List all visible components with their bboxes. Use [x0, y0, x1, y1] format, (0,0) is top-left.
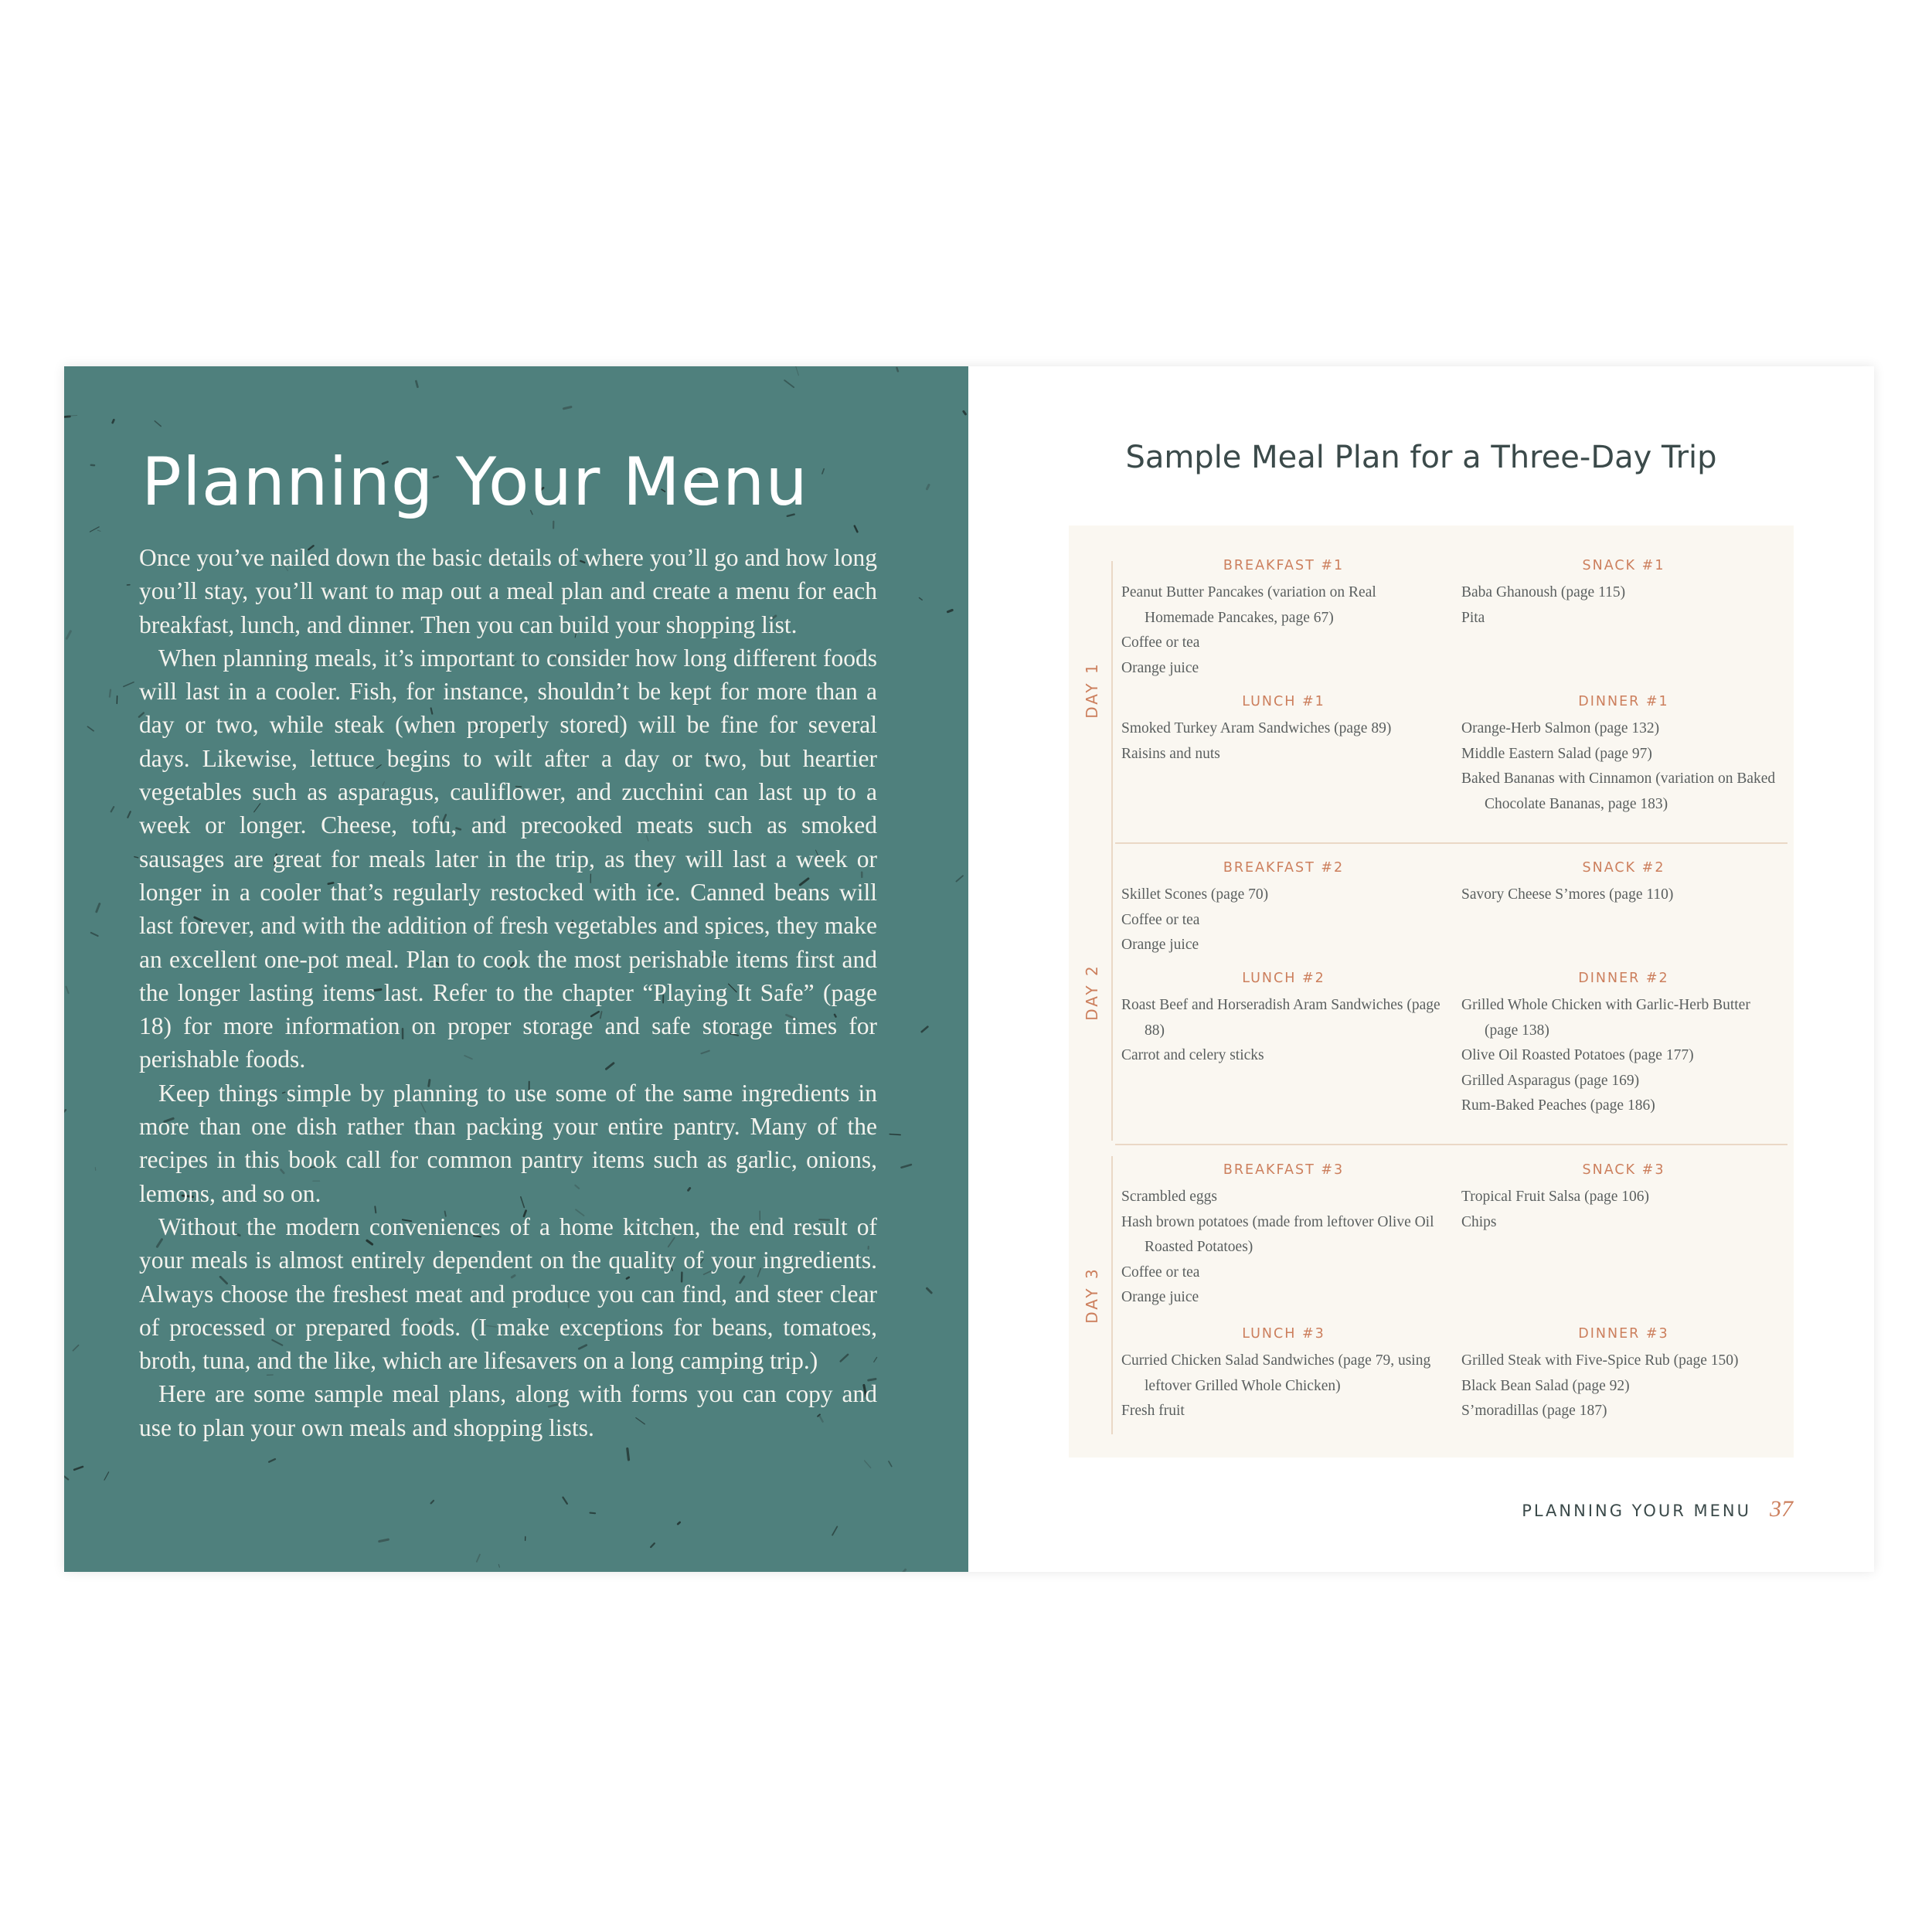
paper-speck — [64, 1476, 68, 1479]
meal-item: Raisins and nuts — [1121, 745, 1220, 762]
meal-item: Rum-Baked Peaches (page 186) — [1461, 1097, 1655, 1114]
paper-speck — [897, 368, 898, 371]
meal-item: Carrot and celery sticks — [1121, 1047, 1264, 1063]
meal-heading: LUNCH #3 — [1242, 1326, 1325, 1342]
paper-speck — [796, 366, 799, 375]
paper-speck — [590, 1513, 596, 1514]
meal-item: Peanut Butter Pancakes (variation on Real Homemade Pancakes, page 67) — [1121, 584, 1376, 626]
right-page — [968, 366, 1874, 1572]
book-spread — [64, 366, 1874, 1572]
paper-speck — [128, 811, 130, 818]
meal-items — [1121, 580, 1446, 681]
meal-item: Grilled Whole Chicken with Garlic-Herb Butter (page 138) — [1461, 997, 1750, 1039]
meal-item: Chips — [1461, 1213, 1497, 1230]
paper-speck — [69, 416, 77, 417]
meal-snack-2 — [1461, 859, 1786, 908]
meal-item: Roast Beef and Horseradish Aram Sandwiches (page 88) — [1121, 997, 1440, 1039]
paper-speck — [134, 857, 138, 858]
paper-speck — [678, 1522, 680, 1524]
day-separator — [1115, 1144, 1787, 1145]
paper-speck — [113, 420, 114, 423]
meal-heading: SNACK #3 — [1582, 1162, 1665, 1178]
paper-speck — [889, 1461, 892, 1467]
meal-item: Orange-Herb Salmon (page 132) — [1461, 720, 1660, 736]
meal-item: Grilled Steak with Five-Spice Rub (page 150) — [1461, 1352, 1739, 1369]
paper-speck — [110, 690, 111, 697]
meal-breakfast-1 — [1121, 556, 1446, 681]
paper-speck — [651, 1543, 655, 1547]
meal-item: Grilled Asparagus (page 169) — [1461, 1072, 1640, 1089]
meal-breakfast-2 — [1121, 859, 1446, 958]
meal-item: Hash brown potatoes (made from leftover Olive Oil Roasted Potatoes) — [1121, 1213, 1434, 1255]
meal-lunch-1 — [1121, 692, 1446, 767]
paper-speck — [477, 1555, 480, 1562]
paper-speck — [902, 1165, 911, 1168]
meal-heading: SNACK #1 — [1582, 558, 1665, 573]
paper-speck — [66, 631, 70, 638]
paragraph: When planning meals, it’s important to consider how long different foods will last in a cooler. Fish, for instance, shouldn’t be kept for more than a day or two, while steak (when properly stored) will be fine for several days. Likewise, lettuce begins to wilt after a day or two, but heartier vegetables such as asparagus, cauliflower, and zucchini can last up to a week or longer. Cheese, tofu, and precooked meats such as smoked sausages are great for meals later in the trip, as they will last a week or longer in a cooler that’s regularly restocked with ice. Canned beans will last forever, and with the addition of fresh vegetables and spices, they make an excellent one-pot meal. Plan to cook the most perishable items first and the longer lasting items last. Refer to the chapter “Playing It Safe” (page 18) for more information on proper storage and safe storage times for perishable foods. — [139, 644, 877, 1073]
meal-snack-1 — [1461, 556, 1786, 631]
paper-speck — [124, 682, 134, 687]
meal-heading: SNACK #2 — [1582, 860, 1665, 876]
meal-plan-title: Sample Meal Plan for a Three-Day Trip — [1125, 440, 1717, 475]
meal-item: Orange juice — [1121, 659, 1199, 676]
day-divider-line — [1111, 561, 1113, 855]
paper-speck — [74, 1467, 83, 1470]
meal-items — [1121, 1349, 1446, 1424]
paper-speck — [784, 380, 794, 387]
paper-speck — [855, 526, 858, 532]
paper-speck — [927, 1288, 932, 1293]
meal-item: Savory Cheese S’mores (page 110) — [1461, 886, 1674, 903]
paper-speck — [889, 1134, 900, 1135]
page-title: Planning Your Menu — [141, 444, 808, 521]
meal-item: Scrambled eggs — [1121, 1189, 1218, 1205]
paper-speck — [498, 1564, 499, 1567]
day-divider-line — [1111, 1156, 1113, 1434]
left-page — [64, 366, 968, 1572]
meal-snack-3 — [1461, 1161, 1786, 1235]
paper-speck — [865, 1461, 871, 1468]
meal-items — [1121, 993, 1446, 1069]
meal-heading: LUNCH #2 — [1242, 971, 1325, 986]
meal-item: Coffee or tea — [1121, 1264, 1200, 1281]
meal-dinner-3 — [1461, 1325, 1786, 1424]
meal-heading: DINNER #2 — [1578, 971, 1669, 986]
paper-speck — [922, 1027, 928, 1032]
meal-item: Fresh fruit — [1121, 1403, 1185, 1419]
meal-heading: BREAKFAST #1 — [1223, 558, 1345, 573]
meal-item: Coffee or tea — [1121, 634, 1200, 651]
meal-lunch-2 — [1121, 969, 1446, 1069]
paper-speck — [379, 1539, 389, 1541]
meal-dinner-1 — [1461, 692, 1786, 817]
paper-speck — [416, 381, 417, 387]
paper-speck — [64, 1110, 66, 1113]
meal-items — [1461, 1185, 1786, 1235]
paper-speck — [957, 876, 963, 881]
running-head: PLANNING YOUR MENU — [1522, 1502, 1751, 1520]
day-label-2: DAY 2 — [1083, 964, 1101, 1021]
meal-heading: DINNER #3 — [1578, 1326, 1669, 1342]
meal-heading: LUNCH #1 — [1242, 694, 1325, 709]
page-footer — [1522, 1496, 1793, 1522]
paper-speck — [95, 1168, 96, 1171]
meal-heading: BREAKFAST #3 — [1223, 1162, 1345, 1178]
paper-speck — [832, 1526, 837, 1535]
paper-speck — [111, 807, 114, 811]
paper-speck — [73, 1345, 79, 1351]
meal-item: Orange juice — [1121, 1289, 1199, 1305]
paragraph: Keep things simple by planning to use some of the same ingredients in more than one dish rather than packing your entire pantry. Many of the recipes in this book call for common pantry items such as garlic, onions, lemons, and so on. — [139, 1079, 877, 1207]
paper-speck — [563, 1498, 567, 1504]
paper-speck — [822, 469, 824, 474]
meal-dinner-2 — [1461, 969, 1786, 1119]
meal-item: Black Bean Salad (page 92) — [1461, 1377, 1630, 1394]
meal-heading: DINNER #1 — [1578, 694, 1669, 709]
body-text — [139, 541, 877, 1444]
paper-speck — [948, 611, 953, 612]
meal-items — [1461, 883, 1786, 908]
paragraph: Here are some sample meal plans, along with forms you can copy and use to plan your own meals and shopping lists. — [139, 1380, 877, 1441]
paper-speck — [97, 530, 100, 531]
meal-items — [1461, 1349, 1786, 1424]
paragraph: Once you’ve nailed down the basic details of where you’ll go and how long you’ll stay, you’ll want to map out a meal plan and create a menu for each breakfast, lunch, and dinner. Then you can build your shopping list. — [139, 544, 877, 638]
paper-speck — [97, 904, 100, 912]
meal-heading: BREAKFAST #2 — [1223, 860, 1345, 876]
paper-speck — [269, 1459, 275, 1462]
meal-item: Pita — [1461, 609, 1485, 626]
paper-speck — [91, 933, 98, 936]
meal-item: Baked Bananas with Cinnamon (variation on Baked Chocolate Bananas, page 183) — [1461, 770, 1776, 812]
meal-item: Middle Eastern Salad (page 97) — [1461, 745, 1652, 762]
paper-speck — [927, 485, 930, 489]
meal-lunch-3 — [1121, 1325, 1446, 1424]
day-label-3: DAY 3 — [1083, 1267, 1101, 1324]
meal-items — [1121, 1185, 1446, 1311]
paper-speck — [66, 987, 69, 993]
meal-item: S’moradillas (page 187) — [1461, 1403, 1607, 1419]
meal-item: Coffee or tea — [1121, 911, 1200, 928]
paper-speck — [964, 411, 966, 414]
meal-items — [1121, 716, 1446, 767]
meal-item: Olive Oil Roasted Potatoes (page 177) — [1461, 1047, 1694, 1063]
paper-speck — [920, 598, 923, 600]
meal-item: Baba Ghanoush (page 115) — [1461, 584, 1626, 600]
meal-items — [1121, 883, 1446, 958]
paragraph: Without the modern conveniences of a home kitchen, the end result of your meals is almost entirely dependent on the quality of your ingredients. Always choose the freshest meat and produce you can find, and steer clear of processed or prepared foods. (I make exceptions for beans, tomatoes, broth, tuna, and the like, which are lifesavers on a long camping trip.) — [139, 1213, 877, 1375]
meal-items — [1461, 716, 1786, 817]
paper-speck — [90, 527, 99, 532]
paper-speck — [628, 1449, 629, 1460]
meal-plan-box — [1069, 526, 1794, 1458]
meal-item: Curried Chicken Salad Sandwiches (page 79, using leftover Grilled Whole Chicken) — [1121, 1352, 1431, 1394]
day-separator — [1115, 842, 1787, 844]
paper-speck — [87, 726, 94, 731]
day-divider-line — [1111, 855, 1113, 1141]
paper-speck — [155, 421, 161, 427]
meal-breakfast-3 — [1121, 1161, 1446, 1311]
meal-item: Skillet Scones (page 70) — [1121, 886, 1269, 903]
meal-item: Orange juice — [1121, 937, 1199, 953]
paper-speck — [431, 1501, 434, 1504]
day-label-1: DAY 1 — [1083, 662, 1101, 719]
meal-item: Smoked Turkey Aram Sandwiches (page 89) — [1121, 720, 1392, 736]
page-number: 37 — [1770, 1496, 1793, 1522]
meal-items — [1461, 993, 1786, 1119]
paper-speck — [900, 1570, 906, 1572]
paper-speck — [104, 1472, 109, 1480]
meal-items — [1461, 580, 1786, 631]
paper-speck — [564, 407, 571, 409]
meal-item: Tropical Fruit Salsa (page 106) — [1461, 1189, 1649, 1205]
